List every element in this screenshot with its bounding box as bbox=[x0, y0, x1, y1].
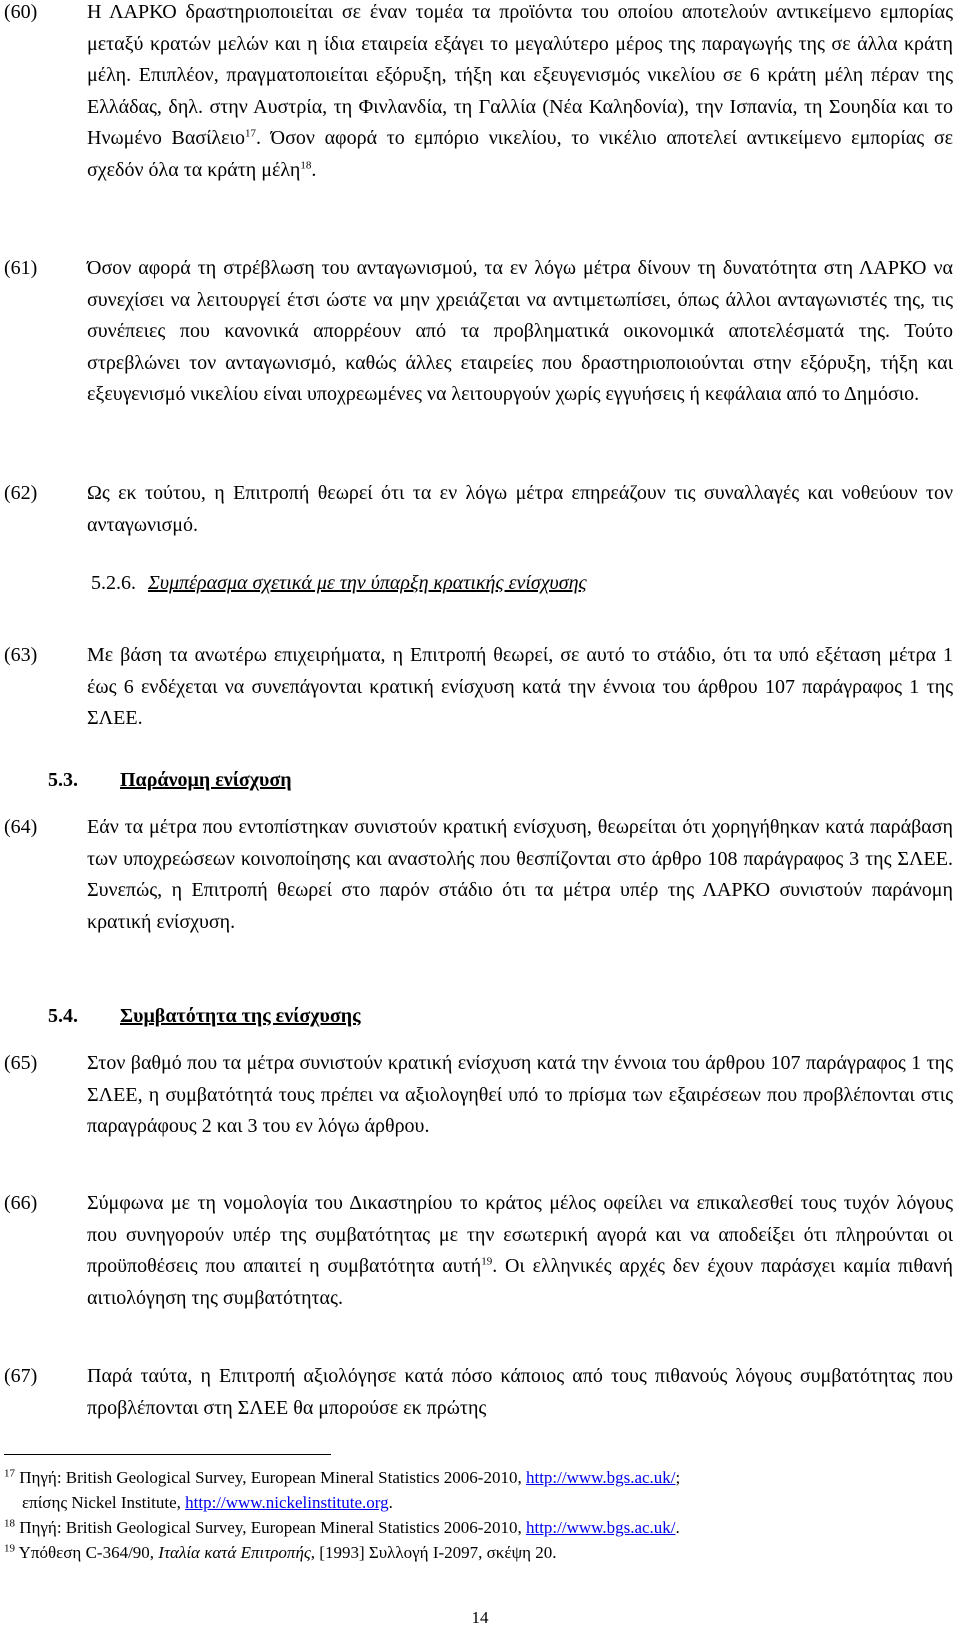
footnote-mark: 18 bbox=[4, 1517, 15, 1530]
footnote-mark: 17 bbox=[4, 1467, 15, 1480]
section-title: Παράνομη ενίσχυση bbox=[120, 769, 292, 791]
paragraph-text: Παρά ταύτα, η Επιτροπή αξιολόγησε κατά πόσο κάποιος από τους πιθανούς λόγους συμβατότητας που προβλέπονται στη ΣΛΕΕ θα μπορούσε εκ πρώτης bbox=[87, 1365, 953, 1419]
section-heading-5-3 bbox=[48, 765, 292, 797]
paragraph-text: Η ΛΑΡΚΟ δραστηριοποιείται σε έναν τομέα τα προϊόντα του οποίου αποτελούν αντικείμενο εμπορίας μεταξύ κρατών μελών και η ίδια εταιρεία εξάγει το μεγαλύτερο μέρος της παραγωγής της σε άλλα κράτη μέλη. Επιπλέον, πραγματοποιείται εξόρυξη, τήξη και εξευγενισμός νικελίου σε 6 κράτη μέλη πέραν της Ελλάδας, δηλ. στην Αυστρία, τη Φινλανδία, τη Γαλλία (Νέα Καληδονία), την Ισπανία, τη Σουηδία και το Ηνωμένο Βασίλειο$^{17}$. Όσον αφορά το εμπόριο νικελίου, το νικέλιο αποτελεί αντικείμενο εμπορίας σε σχεδόν όλα τα κράτη μέλη$^{18}$. bbox=[87, 1, 953, 181]
footnote-separator bbox=[4, 1454, 331, 1455]
footnote-ref-19[interactable]: 19 bbox=[481, 1255, 493, 1268]
paragraph-text: Με βάση τα ανωτέρω επιχειρήματα, η Επιτροπή θεωρεί, σε αυτό το στάδιο, ότι τα υπό εξέταση μέτρα 1 έως 6 ενδέχεται να συνεπάγονται κρατική ενίσχυση κατά την έννοια του άρθρου 107 παράγραφος 1 της ΣΛΕΕ. bbox=[87, 644, 953, 729]
nickel-institute-link[interactable]: http://www.nickelinstitute.org bbox=[185, 1493, 389, 1512]
paragraph-number: (63) bbox=[4, 644, 38, 666]
paragraph-number: (66) bbox=[4, 1192, 38, 1214]
paragraph-number: (62) bbox=[4, 482, 38, 504]
paragraph-text: Όσον αφορά τη στρέβλωση του ανταγωνισμού, τα εν λόγω μέτρα δίνουν τη δυνατότητα στη ΛΑΡΚΟ να συνεχίσει να λειτουργεί έτσι ώστε να μην χρειάζεται να αντιμετωπίσει, όπως άλλοι ανταγωνιστές της, τις συνέπειες που κανονικά απορρέουν από τα προβληματικά οικονομικά αποτελέσματά της. Τούτο στρεβλώνει τον ανταγωνισμό, καθώς άλλες εταιρείες που δραστηριοποιούνται στην εξόρυξη, τήξη και εξευγενισμό νικελίου είναι υποχρεωμένες να λειτουργούν χωρίς εγγυήσεις ή κεφάλαια από το Δημόσιο. bbox=[87, 257, 953, 405]
paragraph-text: Εάν τα μέτρα που εντοπίστηκαν συνιστούν κρατική ενίσχυση, θεωρείται ότι χορηγήθηκαν κατά παράβαση των υποχρεώσεων κοινοποίησης και αναστολής που θεσπίζονται στο άρθρο 108 παράγραφος 3 της ΣΛΕΕ. Συνεπώς, η Επιτροπή θεωρεί στο παρόν στάδιο ότι τα μέτρα υπέρ της ΛΑΡΚΟ συνιστούν παράνομη κρατική ενίσχυση. bbox=[87, 816, 953, 933]
page-number: 14 bbox=[471, 1608, 489, 1627]
subheading-5-2-6 bbox=[91, 568, 587, 600]
paragraph-text: Στον βαθμό που τα μέτρα συνιστούν κρατική ενίσχυση κατά την έννοια του άρθρου 107 παράγραφος 1 της ΣΛΕΕ, η συμβατότητά τους πρέπει να αξιολογηθεί υπό το πρίσμα των εξαιρέσεων που προβλέπονται στις παραγράφους 2 και 3 του εν λόγω άρθρου. bbox=[87, 1052, 953, 1137]
paragraph-number: (64) bbox=[4, 816, 38, 838]
footnote-mark: 19 bbox=[4, 1542, 15, 1555]
footnotes bbox=[4, 1465, 954, 1565]
paragraph-text: Σύμφωνα με τη νομολογία του Δικαστηρίου το κράτος μέλος οφείλει να επικαλεσθεί τους τυχόν λόγους που συνηγορούν υπέρ της συμβατότητας με την εσωτερική αγορά και να αποδείξει ότι πληρούνται οι προϋποθέσεις που απαιτεί η συμβατότητα αυτή$^{19}$. Οι ελληνικές αρχές δεν έχουν παράσχει καμία πιθανή αιτιολόγηση της συμβατότητας. bbox=[87, 1192, 954, 1309]
bgs-link[interactable]: http://www.bgs.ac.uk/ bbox=[525, 1468, 676, 1487]
footnote-18: $^{18}$ Πηγή: British Geological Survey, European Mineral Statistics 2006-2010, http://www.bgs.ac.uk/. bbox=[4, 1517, 680, 1537]
paragraph-text: Ως εκ τούτου, η Επιτροπή θεωρεί ότι τα εν λόγω μέτρα επηρεάζουν τις συναλλαγές και νοθεύουν τον ανταγωνισμό. bbox=[87, 482, 953, 536]
section-number: 5.4. bbox=[48, 1005, 78, 1027]
subheading-title: Συμπέρασμα σχετικά με την ύπαρξη κρατικής ενίσχυσης bbox=[148, 572, 587, 594]
paragraph-number: (61) bbox=[4, 257, 38, 279]
paragraph-number: (60) bbox=[4, 1, 38, 23]
section-heading-5-4 bbox=[48, 1001, 361, 1033]
section-title: Συμβατότητα της ενίσχυσης bbox=[120, 1005, 361, 1027]
paragraph-number: (65) bbox=[4, 1052, 38, 1074]
footnote-19: $^{19}$ Υπόθεση C-364/90, Ιταλία κατά Επιτροπής, [1993] Συλλογή I-2097, σκέψη 20. bbox=[4, 1542, 557, 1562]
paragraph-number: (67) bbox=[4, 1365, 38, 1387]
footnote-17: $^{17}$ Πηγή: British Geological Survey, European Mineral Statistics 2006-2010, http://www.bgs.ac.uk/; επίσης Nickel Institute, http://www.nickelinstitute.org. bbox=[4, 1467, 681, 1512]
subheading-number: 5.2.6. bbox=[91, 572, 136, 594]
bgs-link[interactable]: http://www.bgs.ac.uk/ bbox=[525, 1518, 676, 1537]
footnote-ref-18[interactable]: 18 bbox=[300, 158, 312, 171]
footnote-ref-17[interactable]: 17 bbox=[244, 127, 256, 140]
section-number: 5.3. bbox=[48, 769, 78, 791]
